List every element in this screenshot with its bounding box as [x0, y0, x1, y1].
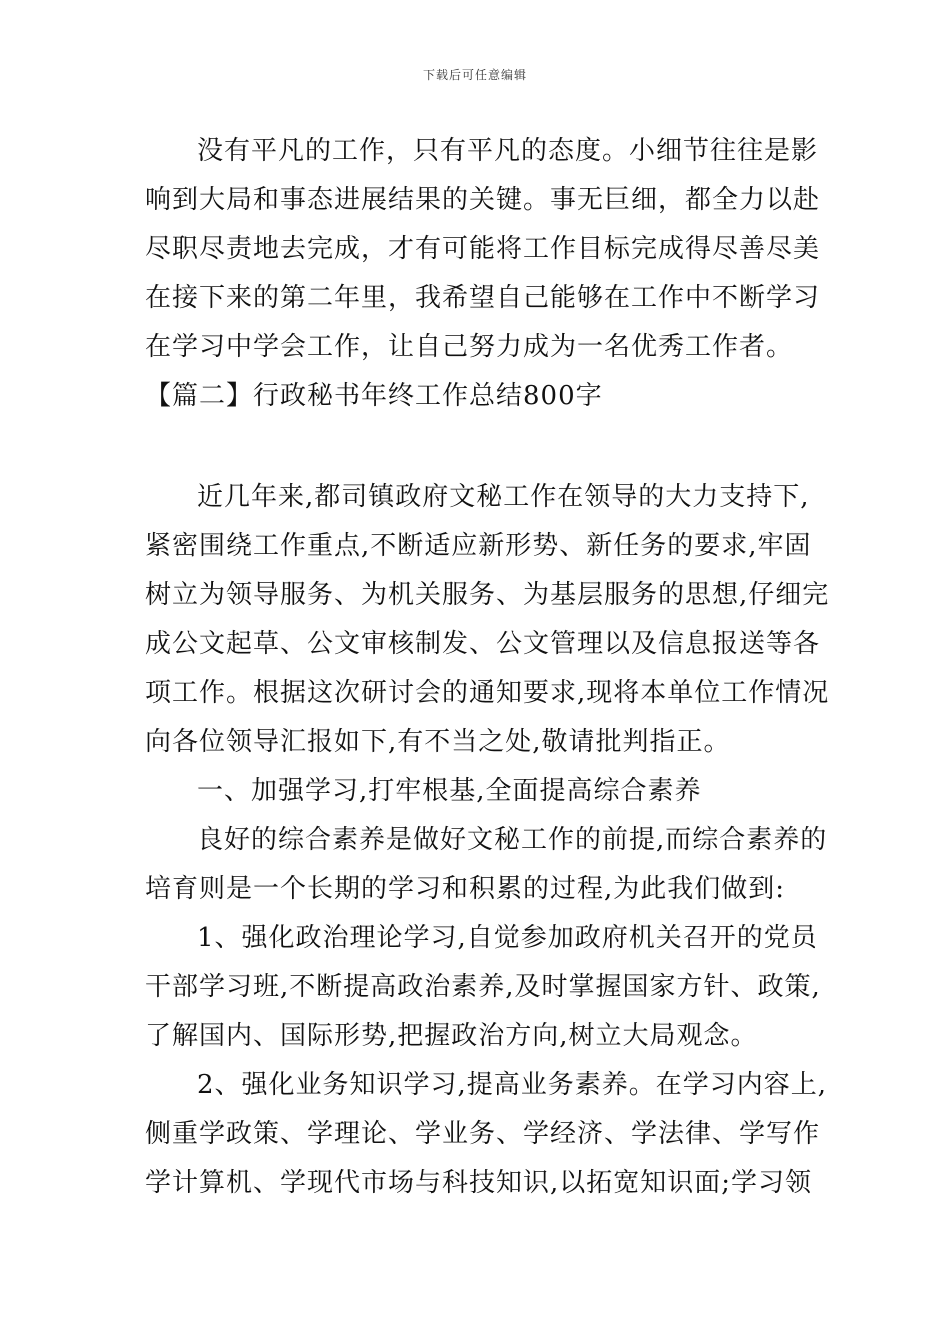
text-line: 良好的综合素养是做好文秘工作的前提,而综合素养的	[197, 825, 828, 855]
text-line: 侧重学政策、学理论、学业务、学经济、学法律、学写作	[145, 1119, 821, 1149]
text-line: 项工作。根据这次研讨会的通知要求,现将本单位工作情况	[145, 678, 830, 708]
text-line: 没有平凡的工作，只有平凡的态度。小细节往往是影	[197, 136, 819, 166]
text-line: 紧密围绕工作重点,不断适应新形势、新任务的要求,牢固	[145, 531, 812, 561]
subheading: 一、加强学习,打牢根基,全面提高综合素养	[197, 776, 702, 806]
text-line: 近几年来,都司镇政府文秘工作在领导的大力支持下,	[197, 482, 810, 512]
text-line: 树立为领导服务、为机关服务、为基层服务的思想,仔细完	[145, 580, 830, 610]
text-line: 培育则是一个长期的学习和积累的过程,为此我们做到:	[145, 874, 786, 904]
text-line: 了解国内、国际形势,把握政治方向,树立大局观念。	[145, 1021, 758, 1051]
text-line: 尽职尽责地去完成，才有可能将工作目标完成得尽善尽美	[145, 234, 821, 264]
header-note: 下载后可任意编辑	[422, 68, 527, 82]
text-line: 在学习中学会工作，让自己努力成为一名优秀工作者。	[145, 332, 794, 362]
text-line: 响到大局和事态进展结果的关键。事无巨细，都全力以赴	[145, 185, 821, 215]
section-heading: 【篇二】行政秘书年终工作总结800字	[145, 381, 603, 411]
text-line: 干部学习班,不断提高政治素养,及时掌握国家方针、政策,	[145, 972, 821, 1002]
text-line: 2、强化业务知识学习,提高业务素养。在学习内容上,	[197, 1070, 828, 1100]
text-line: 1、强化政治理论学习,自觉参加政府机关召开的党员	[197, 923, 818, 953]
text-line: 在接下来的第二年里，我希望自己能够在工作中不断学习	[145, 283, 821, 313]
text-line: 向各位领导汇报如下,有不当之处,敬请批判指正。	[145, 727, 731, 757]
text-line: 成公文起草、公文审核制发、公文管理以及信息报送等各	[145, 629, 821, 659]
text-line: 学计算机、学现代市场与科技知识,以拓宽知识面;学习领	[145, 1168, 813, 1198]
